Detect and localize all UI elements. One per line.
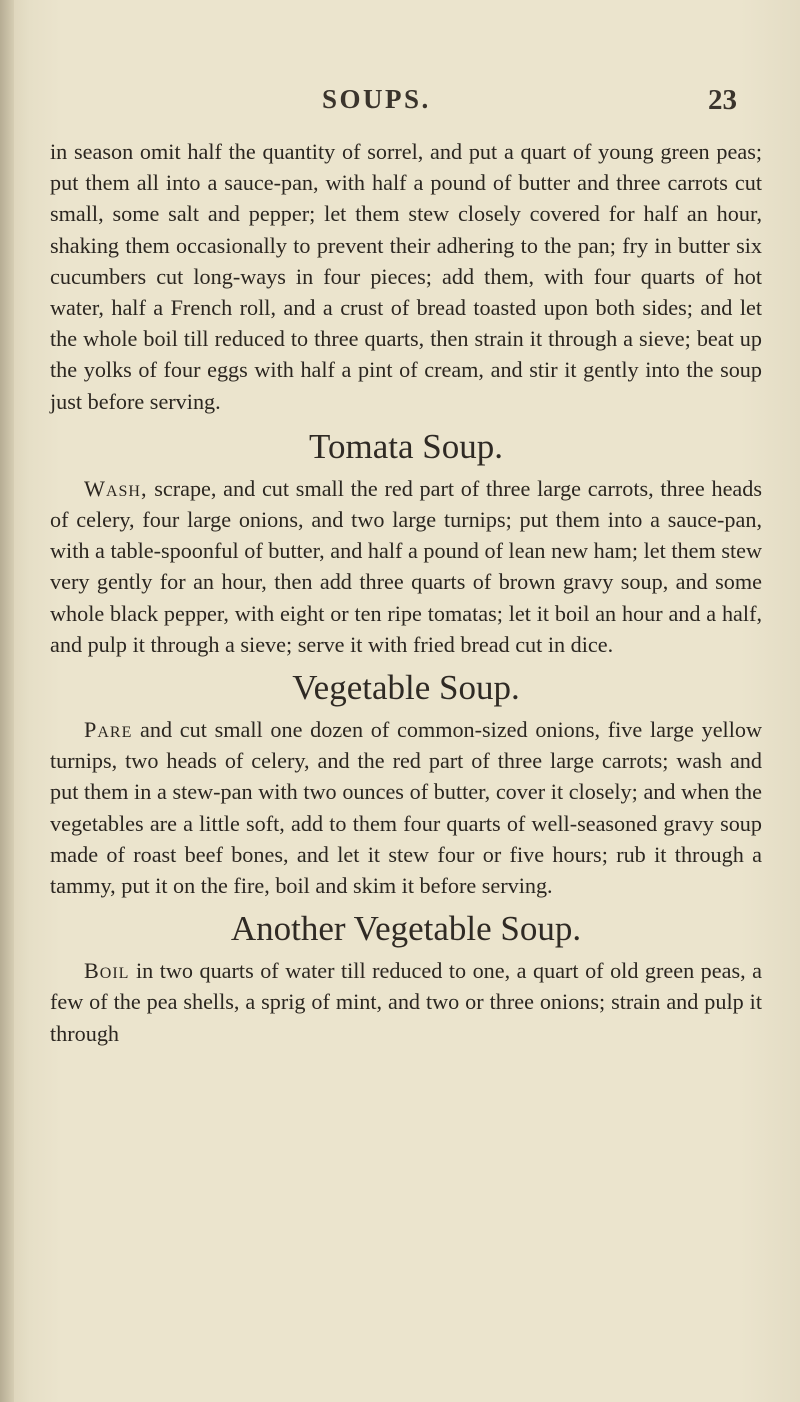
continuation-paragraph: in season omit half the quantity of sorrel, and put a quart of young green peas; put them all into a sauce-pan, with half a pound of butter and three carrots cut small, some salt and pepper; let them stew closely covered for half an hour, shaking them occasionally to prevent their adhering to the pan; fry in butter six cucumbers cut long-ways in four pieces; add them, with four quarts of hot water, half a French roll, and a crust of bread toasted upon both sides; and let the whole boil till reduced to three quarts, then strain it through a sieve; beat up the yolks of four eggs with half a pint of cream, and stir it gently into the soup just before serving.	[50, 139, 762, 414]
page-body	[50, 136, 762, 1049]
tomata-soup-text: scrape, and cut small the red part of three large carrots, three heads of celery, four large onions, and two large turnips; put them into a sauce-pan, with a table-spoonful of butter, and half a pound of lean new ham; let them stew very gently for an hour, then add three quarts of brown gravy soup, and some whole black pepper, with eight or ten ripe tomatas; let it boil an hour and a half, and pulp it through a sieve; serve it with fried bread cut in dice.	[50, 475, 762, 657]
page-number: 23	[708, 84, 737, 116]
another-vegetable-soup-heading: Another Vegetable Soup.	[230, 909, 582, 949]
vegetable-soup-text: and cut small one dozen of common-sized onions, five large yellow turnips, two heads of celery, and the red part of three large carrots; wash and put them in a stew-pan with two ounces of butter, cover it closely; and when the vegetables are a little soft, add to them four quarts of well-seasoned gravy soup made of roast beef bones, and let it stew four or five hours; rub it through a tammy, put it on the fire, boil and skim it before serving.	[50, 717, 762, 899]
running-head	[0, 84, 800, 124]
another-vegetable-soup-paragraph	[50, 955, 762, 1049]
tomata-soup-paragraph	[50, 473, 762, 660]
page-spine-shadow	[0, 0, 14, 1402]
tomata-soup-heading: Tomata Soup.	[309, 426, 503, 466]
running-title: SOUPS.	[322, 84, 431, 114]
another-vegetable-soup-text: in two quarts of water till reduced to one, a quart of old green peas, a few of the pea shells, a sprig of mint, and two or three onions; strain and pulp it through	[50, 958, 762, 1046]
another-vegetable-lead-word: Boil	[84, 958, 130, 984]
vegetable-soup-paragraph	[50, 714, 762, 901]
vegetable-soup-heading: Vegetable Soup.	[292, 668, 520, 708]
tomata-lead-word: Wash,	[84, 475, 148, 501]
vegetable-lead-word: Pare	[84, 717, 133, 743]
